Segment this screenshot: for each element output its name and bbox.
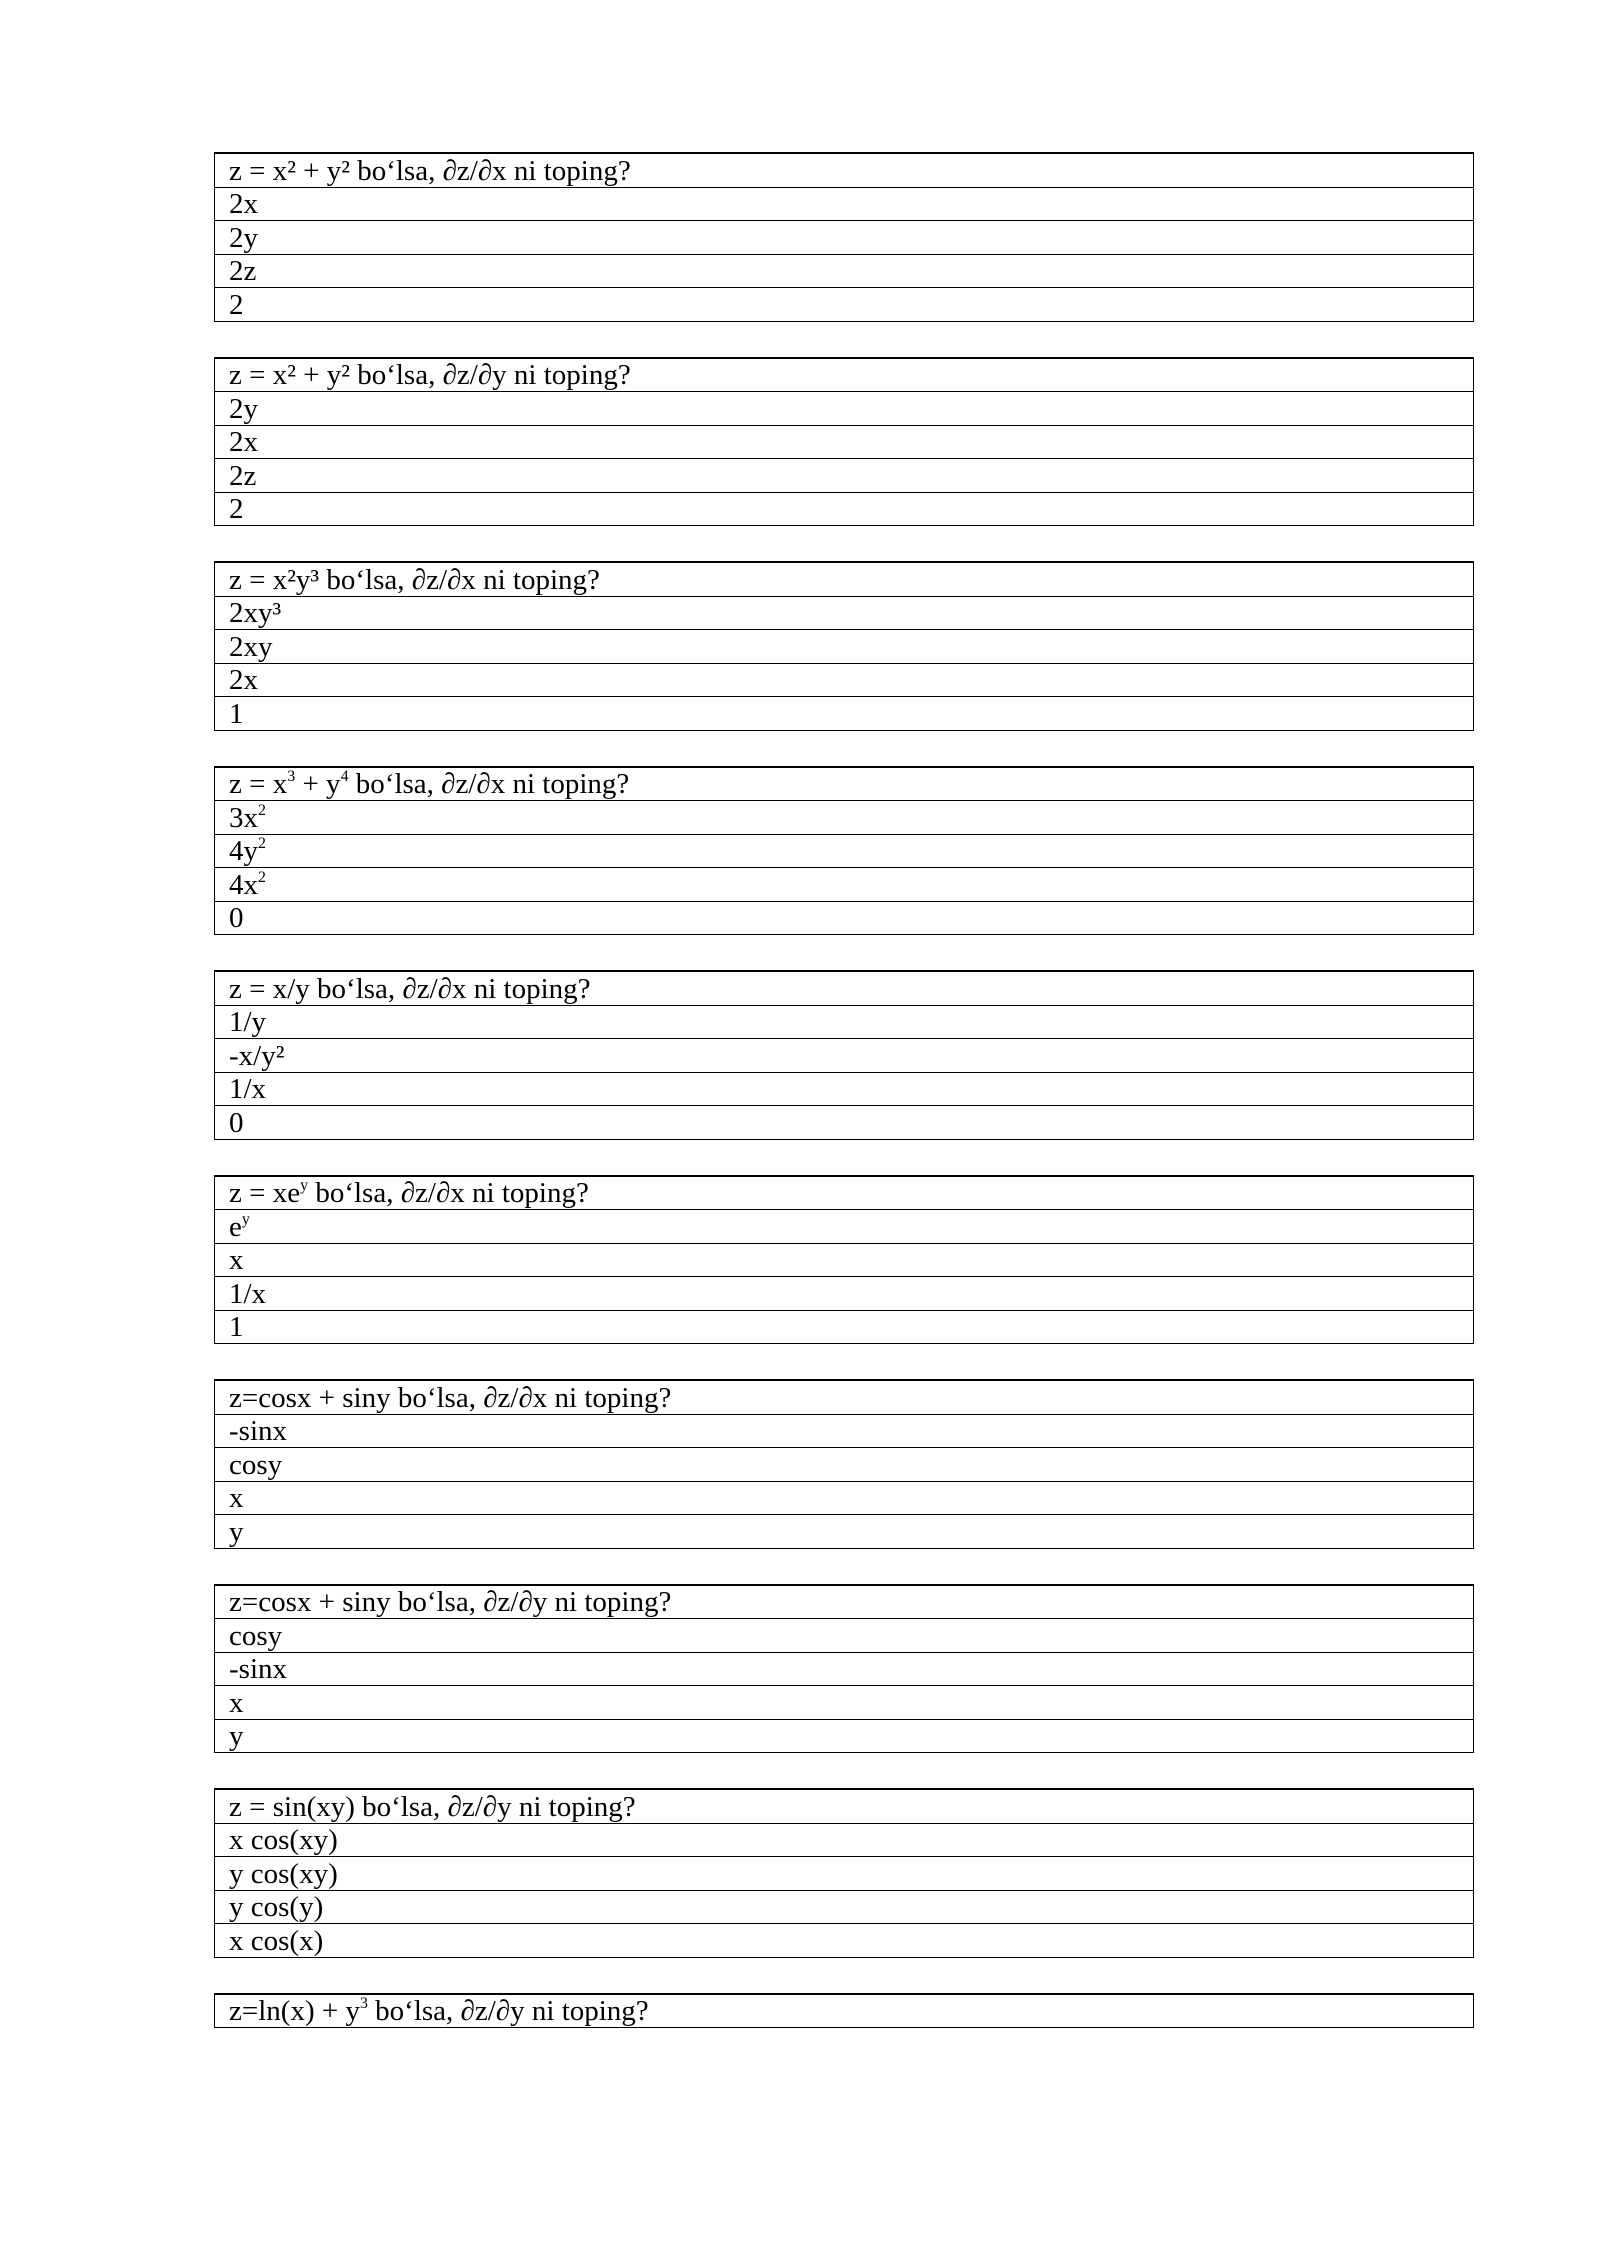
superscript: 2 — [258, 868, 266, 886]
question-table — [214, 357, 1474, 527]
answer-option-row — [215, 630, 1474, 664]
question-text — [215, 971, 1474, 1005]
answer-option-row — [215, 1719, 1474, 1753]
answer-option — [215, 596, 1474, 630]
answer-option — [215, 1686, 1474, 1720]
answer-option-row — [215, 1481, 1474, 1515]
question-table — [214, 1379, 1474, 1549]
answer-option-row — [215, 1448, 1474, 1482]
text-run: + y — [295, 768, 341, 800]
question-row — [215, 1176, 1474, 1210]
question-table — [214, 1175, 1474, 1345]
question-text — [215, 1789, 1474, 1823]
question-text — [215, 562, 1474, 596]
answer-option — [215, 1890, 1474, 1924]
answer-option-row — [215, 834, 1474, 868]
question-table — [214, 152, 1474, 322]
answer-option — [215, 1072, 1474, 1106]
answer-option-row — [215, 596, 1474, 630]
text-run: y — [229, 1720, 244, 1752]
answer-option-row — [215, 254, 1474, 288]
answer-option — [215, 459, 1474, 493]
answer-option-row — [215, 868, 1474, 902]
question-row — [215, 153, 1474, 187]
text-run: z = x² + y² bo‘lsa, ∂z/∂x ni toping? — [229, 154, 631, 187]
answer-option — [215, 1210, 1474, 1244]
answer-option-row — [215, 1106, 1474, 1140]
answer-option — [215, 1481, 1474, 1515]
text-run: -sinx — [229, 1415, 287, 1447]
superscript: 3 — [287, 768, 296, 786]
answer-option-row — [215, 1310, 1474, 1344]
question-text — [215, 1176, 1474, 1210]
answer-option-row — [215, 1823, 1474, 1857]
superscript: 4 — [340, 768, 349, 786]
answer-option — [215, 868, 1474, 902]
text-run: 2 — [229, 288, 244, 321]
answer-option-row — [215, 1072, 1474, 1106]
superscript: 2 — [258, 801, 266, 819]
text-run: bo‘lsa, ∂z/∂y ni toping? — [367, 1995, 649, 2027]
answer-option-row — [215, 1005, 1474, 1039]
answer-option — [215, 221, 1474, 255]
text-run: 2y — [229, 221, 258, 254]
text-run: z=ln(x) + y — [229, 1995, 360, 2027]
answer-option — [215, 663, 1474, 697]
answer-option-row — [215, 801, 1474, 835]
text-run: z = sin(xy) bo‘lsa, ∂z/∂y ni toping? — [229, 1790, 636, 1823]
text-run: z=cosx + siny bo‘lsa, ∂z/∂y ni toping? — [229, 1586, 672, 1618]
text-run: 2x — [229, 664, 258, 696]
answer-option — [215, 492, 1474, 526]
text-run: x — [229, 1686, 244, 1719]
text-run: 4x — [229, 868, 258, 901]
text-run: 4y — [229, 835, 258, 867]
text-run: cosy — [229, 1448, 283, 1481]
text-run: 2xy — [229, 630, 273, 663]
text-run: -x/y² — [229, 1039, 285, 1072]
text-run: 2z — [229, 459, 257, 492]
text-run: y — [229, 1515, 244, 1548]
question-table — [214, 970, 1474, 1140]
text-run: z = x — [229, 768, 288, 800]
answer-option-row — [215, 901, 1474, 935]
text-run: e — [229, 1210, 242, 1243]
question-table — [214, 1584, 1474, 1754]
answer-option — [215, 187, 1474, 221]
answer-option-row — [215, 1414, 1474, 1448]
answer-option-row — [215, 187, 1474, 221]
answer-option-row — [215, 221, 1474, 255]
answer-option — [215, 1310, 1474, 1344]
answer-option-row — [215, 492, 1474, 526]
text-run: cosy — [229, 1619, 283, 1652]
superscript: 3 — [359, 1995, 368, 2013]
answer-option — [215, 1857, 1474, 1891]
answer-option-row — [215, 288, 1474, 322]
text-run: 3x — [229, 801, 258, 834]
answer-option — [215, 288, 1474, 322]
question-row — [215, 562, 1474, 596]
answer-option — [215, 1719, 1474, 1753]
answer-option-row — [215, 1039, 1474, 1073]
answer-option — [215, 1106, 1474, 1140]
question-text — [215, 1585, 1474, 1619]
answer-option — [215, 1414, 1474, 1448]
answer-option-row — [215, 392, 1474, 426]
answer-option-row — [215, 1924, 1474, 1958]
text-run: bo‘lsa, ∂z/∂x ni toping? — [308, 1177, 589, 1209]
question-row — [215, 767, 1474, 801]
question-table — [214, 766, 1474, 936]
answer-option — [215, 1005, 1474, 1039]
document-page — [214, 152, 1474, 2063]
text-run: 2x — [229, 426, 258, 458]
answer-option — [215, 1515, 1474, 1549]
question-row — [215, 1380, 1474, 1414]
text-run: y cos(y) — [229, 1891, 324, 1923]
text-run: 1/x — [229, 1073, 267, 1105]
text-run: 1/y — [229, 1006, 267, 1038]
answer-option-row — [215, 1210, 1474, 1244]
question-table — [214, 561, 1474, 731]
text-run: z = x/y bo‘lsa, ∂z/∂x ni toping? — [229, 972, 591, 1005]
text-run: x — [229, 1244, 244, 1276]
answer-option-row — [215, 1619, 1474, 1653]
text-run: 2y — [229, 392, 258, 425]
question-row — [215, 358, 1474, 392]
answer-option — [215, 1448, 1474, 1482]
text-run: 1 — [229, 1311, 244, 1343]
question-text — [215, 767, 1474, 801]
answer-option — [215, 1823, 1474, 1857]
answer-option — [215, 1243, 1474, 1277]
answer-option — [215, 1652, 1474, 1686]
answer-option — [215, 1619, 1474, 1653]
question-row — [215, 1994, 1474, 2028]
answer-option — [215, 801, 1474, 835]
superscript: y — [241, 1210, 250, 1228]
text-run: 0 — [229, 1106, 244, 1139]
answer-option-row — [215, 425, 1474, 459]
text-run: 2z — [229, 255, 257, 287]
answer-option — [215, 392, 1474, 426]
answer-option-row — [215, 1515, 1474, 1549]
text-run: z=cosx + siny bo‘lsa, ∂z/∂x ni toping? — [229, 1381, 672, 1414]
text-run: 2x — [229, 188, 258, 220]
question-text — [215, 1994, 1474, 2028]
text-run: -sinx — [229, 1653, 287, 1685]
answer-option-row — [215, 1857, 1474, 1891]
answer-option — [215, 630, 1474, 664]
answer-option — [215, 254, 1474, 288]
question-row — [215, 1585, 1474, 1619]
text-run: z = xe — [229, 1177, 301, 1209]
text-run: x cos(x) — [229, 1924, 324, 1957]
text-run: y cos(xy) — [229, 1857, 338, 1890]
text-run: 2xy³ — [229, 597, 282, 629]
question-row — [215, 971, 1474, 1005]
answer-option-row — [215, 1890, 1474, 1924]
answer-option — [215, 901, 1474, 935]
superscript: y — [300, 1177, 309, 1195]
question-table — [214, 1788, 1474, 1958]
answer-option-row — [215, 1652, 1474, 1686]
answer-option-row — [215, 1686, 1474, 1720]
answer-option-row — [215, 663, 1474, 697]
text-run: 0 — [229, 902, 244, 934]
answer-option — [215, 1039, 1474, 1073]
superscript: 2 — [258, 835, 266, 853]
text-run: bo‘lsa, ∂z/∂x ni toping? — [348, 768, 630, 800]
question-text — [215, 153, 1474, 187]
answer-option-row — [215, 1277, 1474, 1311]
question-row — [215, 1789, 1474, 1823]
answer-option-row — [215, 459, 1474, 493]
text-run: 2 — [229, 493, 244, 525]
text-run: z = x² + y² bo‘lsa, ∂z/∂y ni toping? — [229, 359, 631, 391]
answer-option — [215, 1924, 1474, 1958]
question-text — [215, 358, 1474, 392]
text-run: z = x²y³ bo‘lsa, ∂z/∂x ni toping? — [229, 563, 600, 596]
text-run: 1/x — [229, 1277, 267, 1310]
answer-option — [215, 1277, 1474, 1311]
answer-option — [215, 425, 1474, 459]
question-table — [214, 1993, 1474, 2029]
answer-option — [215, 834, 1474, 868]
answer-option-row — [215, 697, 1474, 731]
question-text — [215, 1380, 1474, 1414]
answer-option — [215, 697, 1474, 731]
text-run: x cos(xy) — [229, 1824, 338, 1856]
text-run: 1 — [229, 697, 244, 730]
text-run: x — [229, 1482, 244, 1514]
answer-option-row — [215, 1243, 1474, 1277]
